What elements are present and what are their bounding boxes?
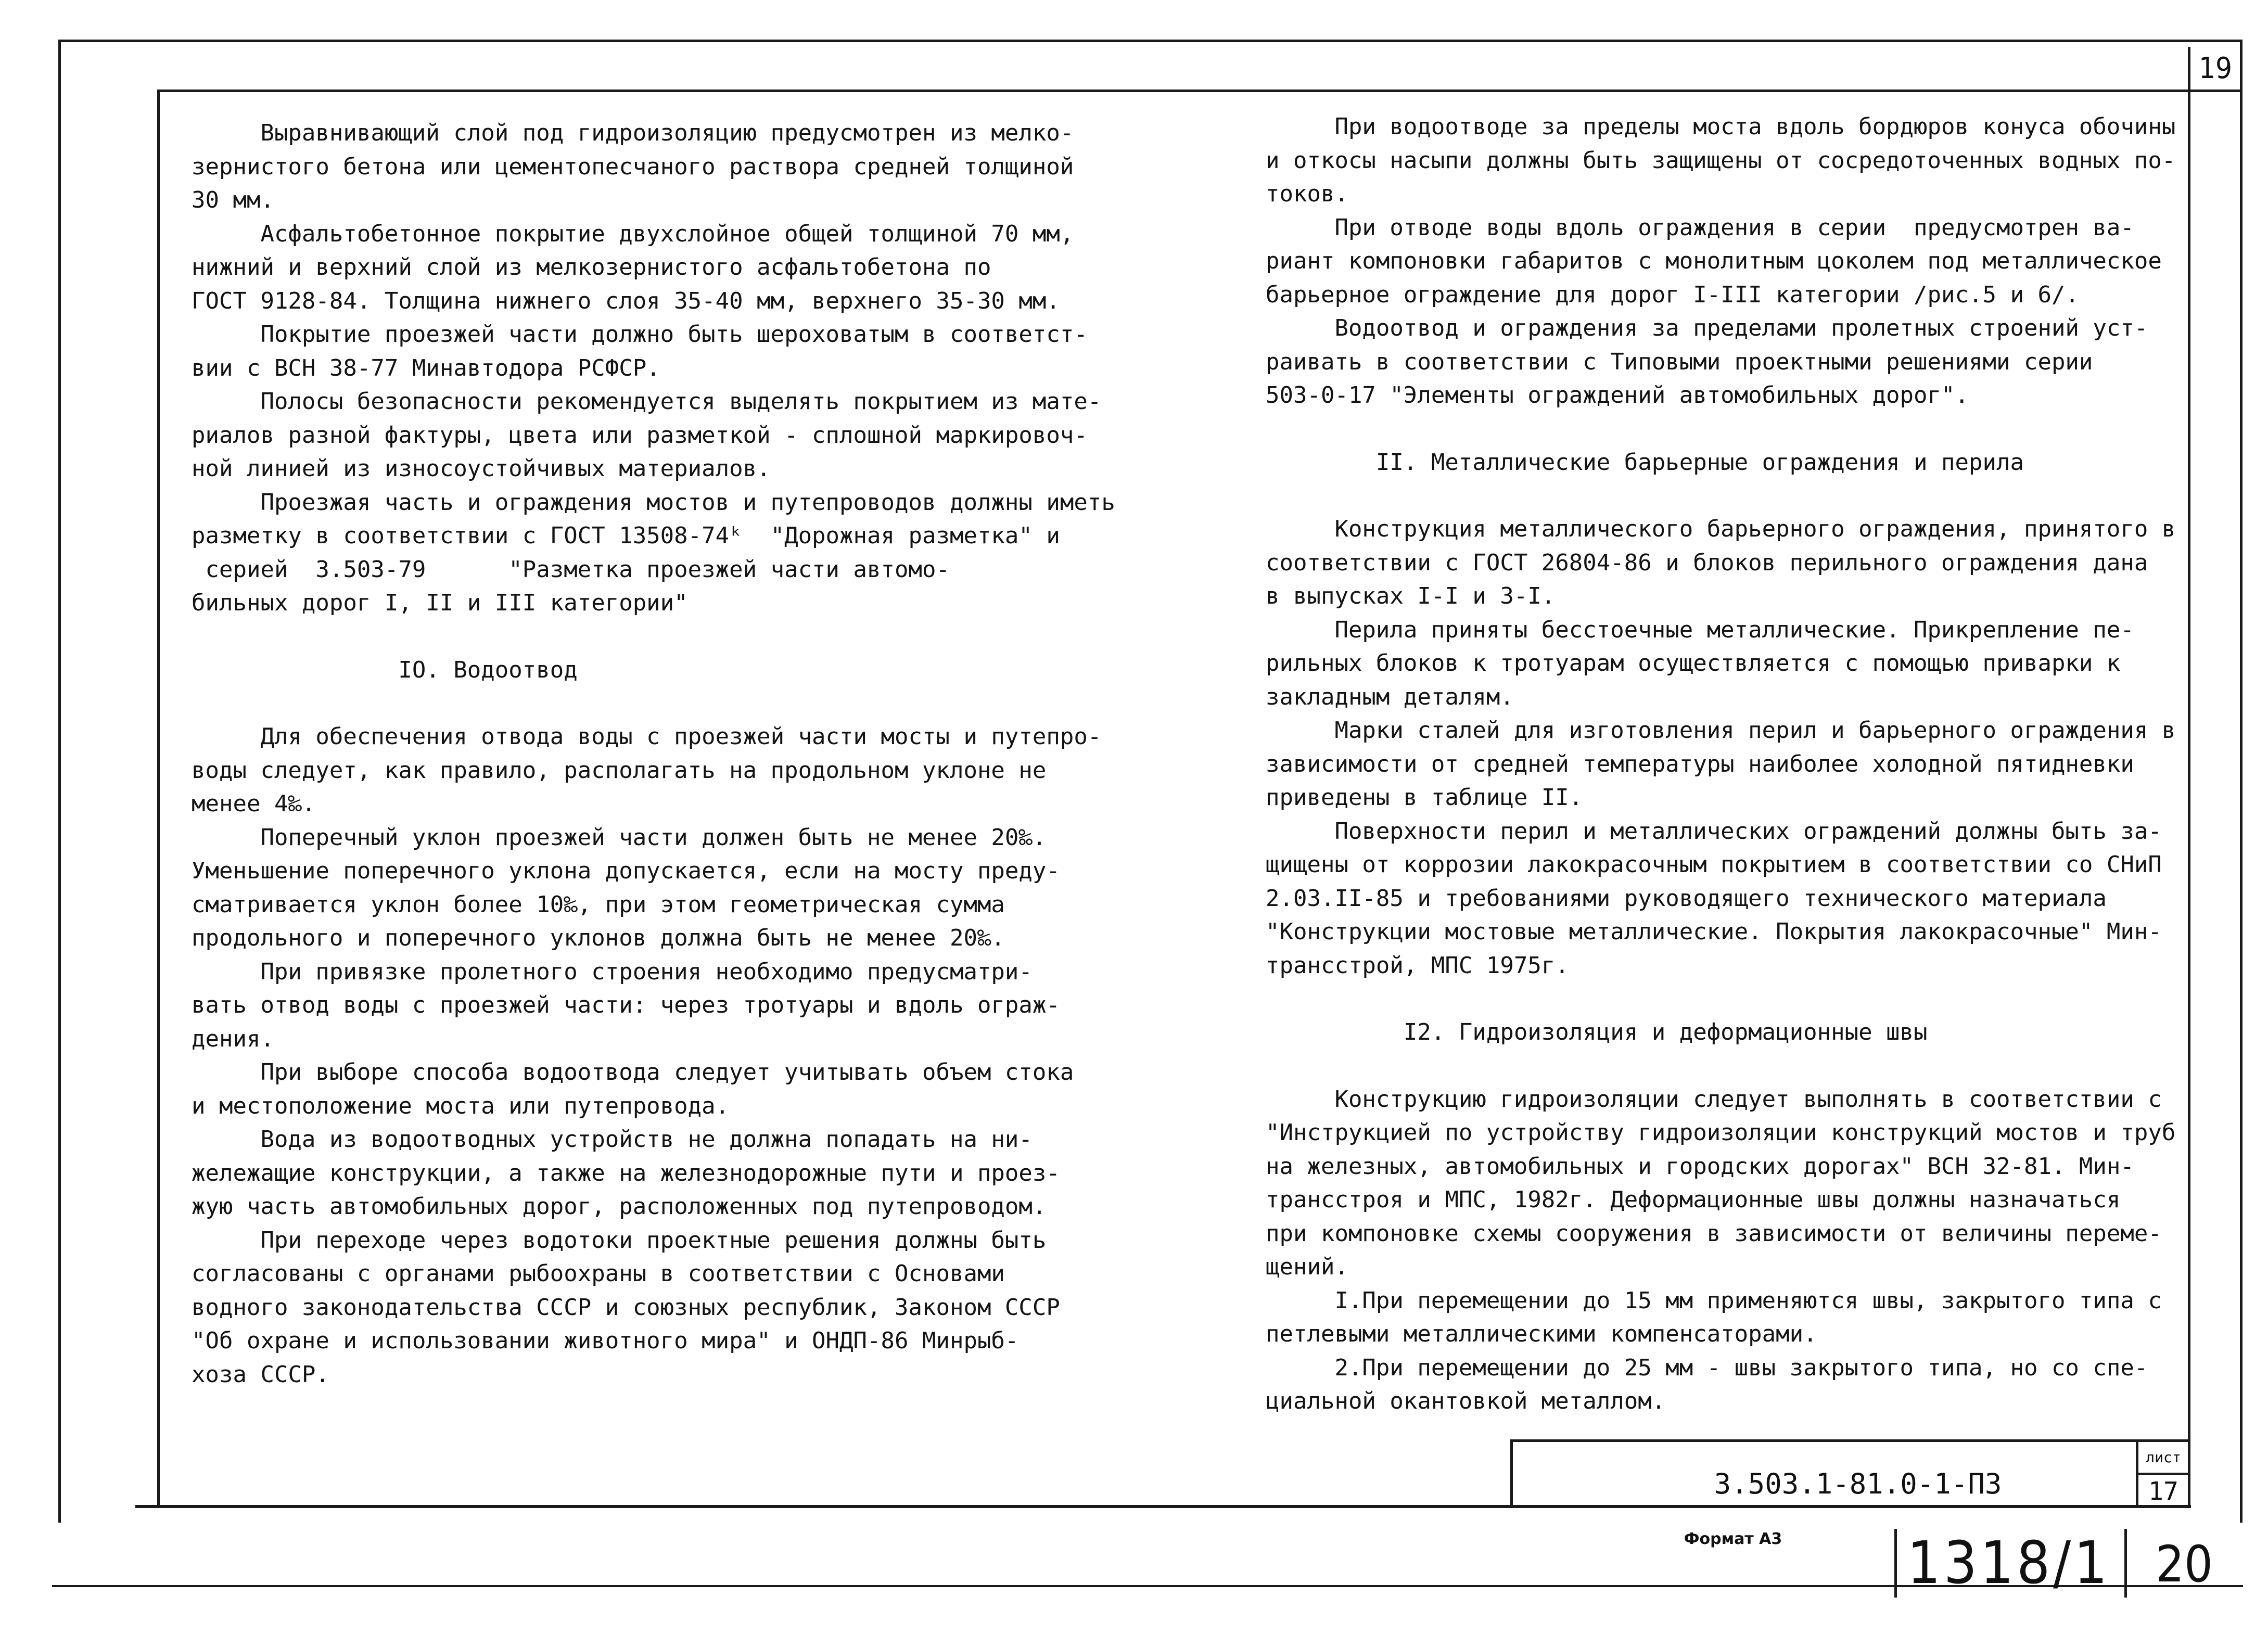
inner-frame-right bbox=[2188, 47, 2190, 1508]
footer-separator-left bbox=[1894, 1529, 1897, 1598]
text-line: Уменьшение поперечного уклона допускается, если на мосту преду- bbox=[192, 858, 1060, 884]
text-line: I.При перемещении до 15 мм применяются швы, закрытого типа с bbox=[1266, 1287, 2162, 1314]
text-line: барьерное ограждение для дорог I-III категории /рис.5 и 6/. bbox=[1266, 281, 2079, 308]
format-label: Формат А3 bbox=[1684, 1530, 1782, 1548]
paragraph bbox=[1266, 614, 2175, 714]
text-line: Поверхности перил и металлических ограждений должны быть за- bbox=[1266, 818, 2162, 845]
text-line: при компоновке схемы сооружения в зависимости от величины переме- bbox=[1266, 1220, 2162, 1247]
text-line: дения. bbox=[192, 1025, 274, 1052]
text-line: продольного и поперечного уклонов должна быть не менее 20‰. bbox=[192, 925, 1005, 951]
paragraph bbox=[192, 1224, 1115, 1392]
text-line: серией 3.503-79 "Разметка проезжей части автомо- bbox=[192, 556, 950, 583]
text-line: 30 мм. bbox=[192, 187, 274, 213]
text-line: токов. bbox=[1266, 181, 1348, 207]
inner-frame-bottom bbox=[135, 1505, 2191, 1508]
title-block-top bbox=[1510, 1439, 2190, 1442]
text-line: Марки сталей для изготовления перил и барьерного ограждения в bbox=[1266, 717, 2176, 744]
text-line: на железных, автомобильных и городских дорогах" ВСН 32-81. Мин- bbox=[1266, 1153, 2134, 1180]
text-line: Для обеспечения отвода воды с проезжей части мосты и путепро- bbox=[192, 723, 1102, 750]
text-line: риант компоновки габаритов с монолитным цоколем под металлическое bbox=[1266, 248, 2162, 274]
outer-frame-left bbox=[58, 40, 61, 1523]
inner-frame-top bbox=[157, 90, 2190, 92]
text-line: Конструкция металлического барьерного ограждения, принятого в bbox=[1266, 516, 2176, 542]
text-line: закладным деталям. bbox=[1266, 683, 1514, 710]
text-line: Полосы безопасности рекомендуется выделять покрытием из мате- bbox=[192, 388, 1102, 415]
text-line: соответствии с ГОСТ 26804-86 и блоков перильного ограждения дана bbox=[1266, 549, 2148, 576]
paragraph bbox=[1266, 513, 2175, 614]
text-line: щищены от коррозии лакокрасочным покрытием в соответствии со СНиП bbox=[1266, 851, 2162, 878]
text-line: Конструкцию гидроизоляции следует выполнять в соответствии с bbox=[1266, 1086, 2162, 1113]
heading-spacer bbox=[192, 620, 1115, 654]
paragraph bbox=[1266, 211, 2175, 312]
text-line: разметку в соответствии с ГОСТ 13508-74ᵏ "Дорожная разметка" и bbox=[192, 522, 1060, 549]
corner-sheet-number: 19 bbox=[2198, 52, 2233, 85]
paragraph bbox=[192, 821, 1115, 955]
text-line: ной линией из износоустойчивых материалов. bbox=[192, 455, 771, 482]
text-line: и откосы насыпи должны быть защищены от сосредоточенных водных по- bbox=[1266, 147, 2176, 174]
heading-spacer bbox=[1266, 982, 2175, 1016]
text-line: "Конструкции мостовые металлические. Покрытия лакокрасочные" Мин- bbox=[1266, 918, 2162, 945]
text-line: рильных блоков к тротуарам осуществляется с помощью приварки к bbox=[1266, 650, 2121, 676]
paragraph bbox=[192, 1056, 1115, 1123]
text-line: воды следует, как правило, располагать на продольном уклоне не bbox=[192, 757, 1047, 784]
text-line: жую часть автомобильных дорог, расположенных под путепроводом. bbox=[192, 1193, 1047, 1220]
text-line: нижний и верхний слой из мелкозернистого асфальтобетона по bbox=[192, 254, 991, 280]
text-line: Перила приняты бесстоечные металлические. Прикрепление пе- bbox=[1266, 616, 2134, 643]
paragraph bbox=[1266, 1083, 2175, 1284]
text-line: При переходе через водотоки проектные решения должны быть bbox=[192, 1227, 1047, 1254]
left-text-column bbox=[192, 117, 1115, 1391]
outer-frame-right bbox=[2240, 40, 2242, 1523]
text-line: щений. bbox=[1266, 1254, 1348, 1280]
text-line: бильных дорог I, II и III категории" bbox=[192, 590, 688, 616]
paragraph bbox=[1266, 1351, 2175, 1419]
text-line: трансстроя и МПС, 1982г. Деформационные швы должны назначаться bbox=[1266, 1186, 2121, 1213]
text-line: приведены в таблице II. bbox=[1266, 784, 1583, 811]
heading-text: IO. Водоотвод bbox=[192, 656, 578, 683]
section-heading bbox=[192, 654, 1115, 687]
text-line: в выпусках I-I и 3-I. bbox=[1266, 583, 1556, 609]
text-line: зернистого бетона или цементопесчаного раствора средней толщиной bbox=[192, 153, 1074, 180]
section-heading bbox=[1266, 1016, 2175, 1050]
text-line: ГОСТ 9128-84. Толщина нижнего слоя 35-40 мм, верхнего 35-30 мм. bbox=[192, 287, 1060, 314]
text-line: Водоотвод и ограждения за пределами пролетных строений уст- bbox=[1266, 315, 2148, 341]
paragraph bbox=[1266, 312, 2175, 413]
text-line: раивать в соответствии с Типовыми проектными решениями серии bbox=[1266, 348, 2093, 375]
text-line: "Об охране и использовании животного мира" и ОНДП-86 Минрыб- bbox=[192, 1327, 1019, 1354]
text-line: При отводе воды вдоль ограждения в серии предусмотрен ва- bbox=[1266, 214, 2134, 241]
text-line: хоза СССР. bbox=[192, 1361, 329, 1388]
footer-separator-right bbox=[2124, 1529, 2127, 1598]
text-line: 2.При перемещении до 25 мм - швы закрытого типа, но со спе- bbox=[1266, 1354, 2148, 1381]
heading-spacer bbox=[192, 687, 1115, 720]
paragraph bbox=[192, 955, 1115, 1056]
text-line: Покрытие проезжей части должно быть шероховатым в соответст- bbox=[192, 321, 1088, 348]
heading-text: II. Металлические барьерные ограждения и перила bbox=[1266, 449, 2024, 476]
paragraph bbox=[1266, 815, 2175, 983]
text-line: зависимости от средней температуры наиболее холодной пятидневки bbox=[1266, 750, 2134, 777]
text-line: циальной окантовкой металлом. bbox=[1266, 1388, 1666, 1414]
text-line: менее 4‰. bbox=[192, 790, 316, 817]
document-designation: 3.503.1-81.0-1-ПЗ bbox=[1714, 1467, 2002, 1500]
text-line: При водоотводе за пределы моста вдоль бордюров конуса обочины bbox=[1266, 113, 2176, 140]
text-line: петлевыми металлическими компенсаторами. bbox=[1266, 1321, 1817, 1347]
text-line: сматривается уклон более 10‰, при этом геометрическая сумма bbox=[192, 891, 1005, 918]
paragraph bbox=[1266, 714, 2175, 815]
paragraph bbox=[192, 486, 1115, 620]
paragraph bbox=[192, 1123, 1115, 1224]
heading-spacer bbox=[1266, 413, 2175, 446]
paragraph bbox=[1266, 110, 2175, 211]
heading-spacer bbox=[1266, 479, 2175, 513]
text-line: риалов разной фактуры, цвета или разметкой - сплошной маркировоч- bbox=[192, 422, 1088, 449]
section-heading bbox=[1266, 446, 2175, 480]
text-line: При выборе способа водоотвода следует учитывать объем стока bbox=[192, 1059, 1074, 1086]
sheet-number: 17 bbox=[2148, 1477, 2178, 1506]
text-line: Выравнивающий слой под гидроизоляцию предусмотрен из мелко- bbox=[192, 120, 1074, 146]
page-number: 20 bbox=[2156, 1535, 2213, 1593]
inventory-number: 1318/1 bbox=[1907, 1529, 2111, 1597]
text-line: 2.03.II-85 и требованиями руководящего технического материала bbox=[1266, 885, 2107, 912]
inner-frame-left bbox=[157, 90, 160, 1508]
paragraph bbox=[192, 720, 1115, 821]
text-line: Вода из водоотводных устройств не должна попадать на ни- bbox=[192, 1126, 1033, 1153]
text-line: водного законодательства СССР и союзных республик, Законом СССР bbox=[192, 1294, 1060, 1321]
text-line: согласованы с органами рыбоохраны в соответствии с Основами bbox=[192, 1260, 1005, 1287]
text-line: При привязке пролетного строения необходимо предусматри- bbox=[192, 958, 1033, 985]
text-line: Проезжая часть и ограждения мостов и путепроводов должны иметь bbox=[192, 489, 1115, 516]
title-block-left bbox=[1510, 1439, 1513, 1507]
text-line: Поперечный уклон проезжей части должен быть не менее 20‰. bbox=[192, 824, 1047, 851]
text-line: вии с ВСН 38-77 Минавтодора РСФСР. bbox=[192, 354, 660, 381]
text-line: жележащие конструкции, а также на железнодорожные пути и проез- bbox=[192, 1159, 1060, 1186]
heading-spacer bbox=[1266, 1050, 2175, 1083]
text-line: вать отвод воды с проезжей части: через тротуары и вдоль ограж- bbox=[192, 992, 1060, 1018]
text-line: 503-0-17 "Элементы ограждений автомобильных дорог". bbox=[1266, 382, 1969, 408]
heading-text: I2. Гидроизоляция и деформационные швы bbox=[1266, 1019, 1928, 1045]
outer-frame-top bbox=[58, 40, 2242, 42]
text-line: Асфальтобетонное покрытие двухслойное общей толщиной 70 мм, bbox=[192, 220, 1074, 247]
paragraph bbox=[192, 385, 1115, 486]
text-line: трансстрой, МПС 1975г. bbox=[1266, 952, 1569, 979]
title-block-sheet-rule bbox=[2136, 1473, 2190, 1475]
right-text-column bbox=[1266, 110, 2175, 1419]
sheet-label: лист bbox=[2146, 1449, 2181, 1466]
corner-box-bottom bbox=[2188, 90, 2242, 92]
paragraph bbox=[1266, 1284, 2175, 1351]
paragraph bbox=[192, 218, 1115, 318]
paragraph bbox=[192, 318, 1115, 385]
text-line: и местоположение моста или путепровода. bbox=[192, 1092, 730, 1119]
text-line: "Инструкцией по устройству гидроизоляции конструкций мостов и труб bbox=[1266, 1119, 2176, 1146]
paragraph bbox=[192, 117, 1115, 218]
